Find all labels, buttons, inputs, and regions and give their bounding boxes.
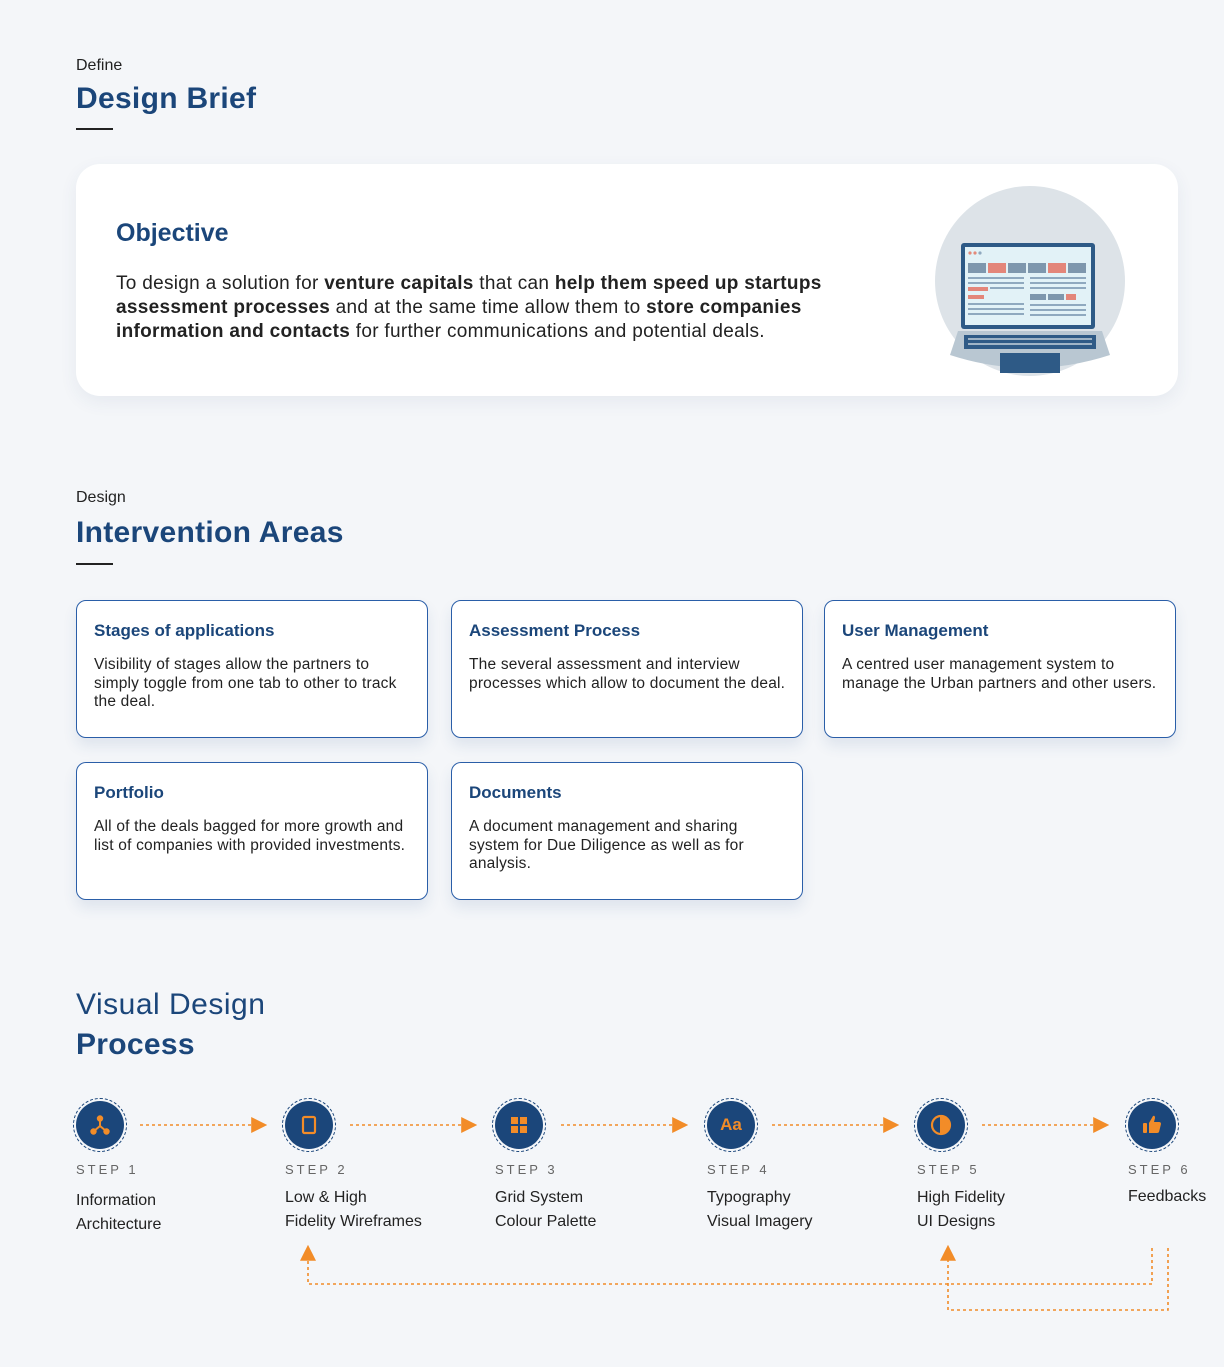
process-title-light: Visual Design bbox=[76, 988, 266, 1021]
step-name-line: Colour Palette bbox=[495, 1212, 597, 1230]
step-name-line: Typography bbox=[707, 1189, 791, 1206]
step-label: STEP 5 bbox=[917, 1162, 980, 1177]
intervention-card bbox=[76, 762, 428, 900]
card-text: A document management and sharing system for Due Diligence as well as for analysis. bbox=[469, 818, 744, 872]
intervention-card bbox=[451, 600, 803, 738]
thumbs-up-icon bbox=[1128, 1101, 1176, 1149]
step-name-line: Feedbacks bbox=[1128, 1188, 1207, 1205]
step-name-line: Low & High bbox=[285, 1189, 367, 1206]
step-name bbox=[917, 1186, 1005, 1233]
step-name-line: UI Designs bbox=[917, 1212, 996, 1230]
grid-icon bbox=[495, 1101, 543, 1149]
card-title: Assessment Process bbox=[469, 621, 641, 640]
card-title: User Management bbox=[842, 621, 989, 640]
wireframe-icon bbox=[285, 1101, 333, 1149]
process-title: Process bbox=[76, 1028, 195, 1061]
brief-title: Design Brief bbox=[76, 82, 257, 115]
step-name-line: Grid System bbox=[495, 1189, 584, 1206]
ui-design-icon bbox=[917, 1101, 965, 1149]
step-label: STEP 3 bbox=[495, 1162, 558, 1177]
step-name bbox=[285, 1186, 422, 1233]
intervention-title: Intervention Areas bbox=[76, 516, 344, 549]
objective-text-segment: and at the same time allow them to bbox=[330, 297, 647, 318]
feedback-loop-to-step2 bbox=[308, 1248, 1152, 1284]
step-label: STEP 6 bbox=[1128, 1162, 1191, 1177]
card-text: All of the deals bagged for more growth and list of companies with provided investments. bbox=[94, 818, 406, 854]
intervention-card bbox=[76, 600, 428, 738]
step-name bbox=[1128, 1185, 1206, 1209]
step-name-line: Fidelity Wireframes bbox=[285, 1212, 422, 1230]
step-name-line: High Fidelity bbox=[917, 1189, 1006, 1206]
step-label: STEP 2 bbox=[285, 1162, 348, 1177]
typography-glyph: Aa bbox=[720, 1115, 742, 1134]
step-name-line: Architecture bbox=[76, 1215, 162, 1233]
step-name-line: Visual Imagery bbox=[707, 1212, 813, 1230]
card-title: Portfolio bbox=[94, 783, 164, 802]
card-title: Stages of applications bbox=[94, 621, 275, 640]
step-name bbox=[707, 1186, 813, 1233]
intervention-card bbox=[451, 762, 803, 900]
card-text: A centred user management system to manage the Urban partners and other users. bbox=[842, 656, 1157, 692]
intervention-card bbox=[824, 600, 1176, 738]
objective-text-segment: that can bbox=[473, 273, 555, 294]
objective-text-bold-segment: store companies information and contacts bbox=[116, 297, 802, 342]
objective-title: Objective bbox=[116, 219, 229, 247]
step-name bbox=[495, 1186, 596, 1233]
step-name-line: Information bbox=[76, 1192, 157, 1209]
brief-eyebrow: Define bbox=[76, 57, 123, 74]
objective-text-bold-segment: venture capitals bbox=[324, 273, 474, 294]
typography-icon bbox=[707, 1101, 755, 1149]
laptop-illustration bbox=[934, 185, 1126, 377]
card-title: Documents bbox=[469, 783, 562, 802]
brief-title-underline bbox=[76, 128, 113, 130]
objective-text-segment: To design a solution for bbox=[116, 273, 325, 294]
intervention-eyebrow: Design bbox=[76, 489, 126, 506]
step-label: STEP 1 bbox=[76, 1162, 139, 1177]
objective-text-bold-segment: help them speed up startups assessment processes bbox=[116, 273, 822, 318]
objective-text bbox=[116, 272, 876, 344]
hierarchy-icon bbox=[76, 1101, 124, 1149]
feedback-loop-to-step5 bbox=[948, 1248, 1168, 1310]
intervention-title-underline bbox=[76, 563, 113, 565]
card-text: Visibility of stages allow the partners to simply toggle from one tab to other to track the deal. bbox=[94, 656, 397, 710]
step-name bbox=[76, 1189, 161, 1236]
step-label: STEP 4 bbox=[707, 1162, 770, 1177]
objective-card bbox=[76, 164, 1178, 396]
card-text: The several assessment and interview processes which allow to document the deal. bbox=[469, 656, 786, 692]
objective-text-segment: for further communications and potential deals. bbox=[350, 321, 765, 342]
